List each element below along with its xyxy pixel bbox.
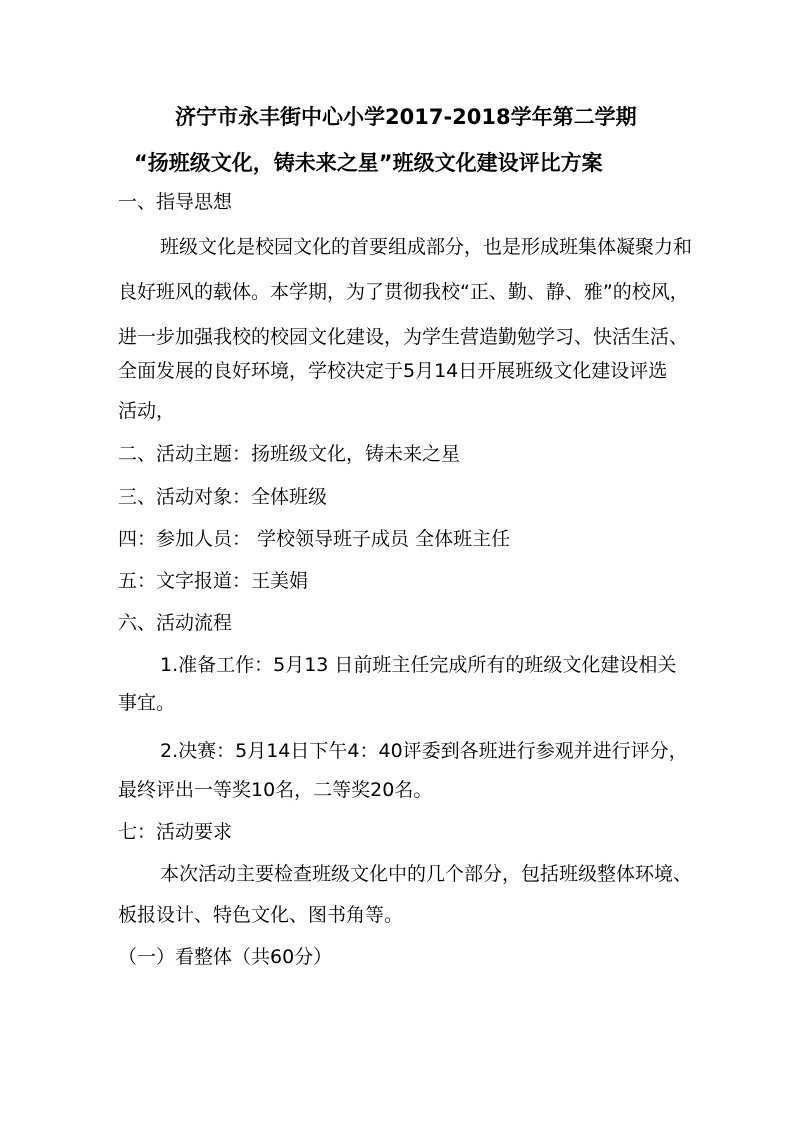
paragraph-line: 进一步加强我校的校园文化建设，为学生营造勤勉学习、快活生活、 (118, 326, 689, 348)
process-step-2-line: 2.决赛：5月14日下午4：40评委到各班进行参观并进行评分， (160, 740, 688, 762)
process-step-1-line: 1.准备工作：5月13 日前班主任完成所有的班级文化建设相关 (160, 654, 677, 676)
section-heading-activity-requirements: 七：活动要求 (118, 821, 233, 843)
process-step-2-line: 最终评出一等奖10名，二等奖20名。 (118, 779, 433, 801)
paragraph-line: 全面发展的良好环境，学校决定于5月14日开展班级文化建设评选 (118, 360, 668, 382)
section-text-report: 五：文字报道：王美娟 (118, 570, 309, 592)
document-title-line2: “扬班级文化，铸未来之星”班级文化建设评比方案 (134, 151, 603, 175)
section-heading-guiding-ideology: 一、指导思想 (118, 191, 233, 213)
document-title-line1: 济宁市永丰街中心小学2017-2018学年第二学期 (175, 105, 637, 129)
section-activity-theme: 二、活动主题：扬班级文化，铸未来之星 (118, 443, 461, 465)
paragraph-line: 板报设计、特色文化、图书角等。 (118, 904, 404, 926)
section-participants: 四：参加人员： 学校领导班子成员 全体班主任 (118, 528, 511, 550)
paragraph-line: 活动， (118, 400, 176, 422)
section-activity-target: 三、活动对象：全体班级 (118, 486, 328, 508)
paragraph-line: 本次活动主要检查班级文化中的几个部分，包括班级整体环境、 (160, 863, 693, 885)
process-step-1-line: 事宜。 (118, 692, 176, 714)
subsection-overall: （一）看整体（共60分） (118, 946, 333, 968)
paragraph-line: 良好班风的载体。本学期，为了贯彻我校“正、勤、静、雅”的校风， (118, 281, 689, 303)
section-heading-activity-process: 六、活动流程 (118, 612, 233, 634)
paragraph-line: 班级文化是校园文化的首要组成部分，也是形成班集体凝聚力和 (160, 236, 693, 258)
